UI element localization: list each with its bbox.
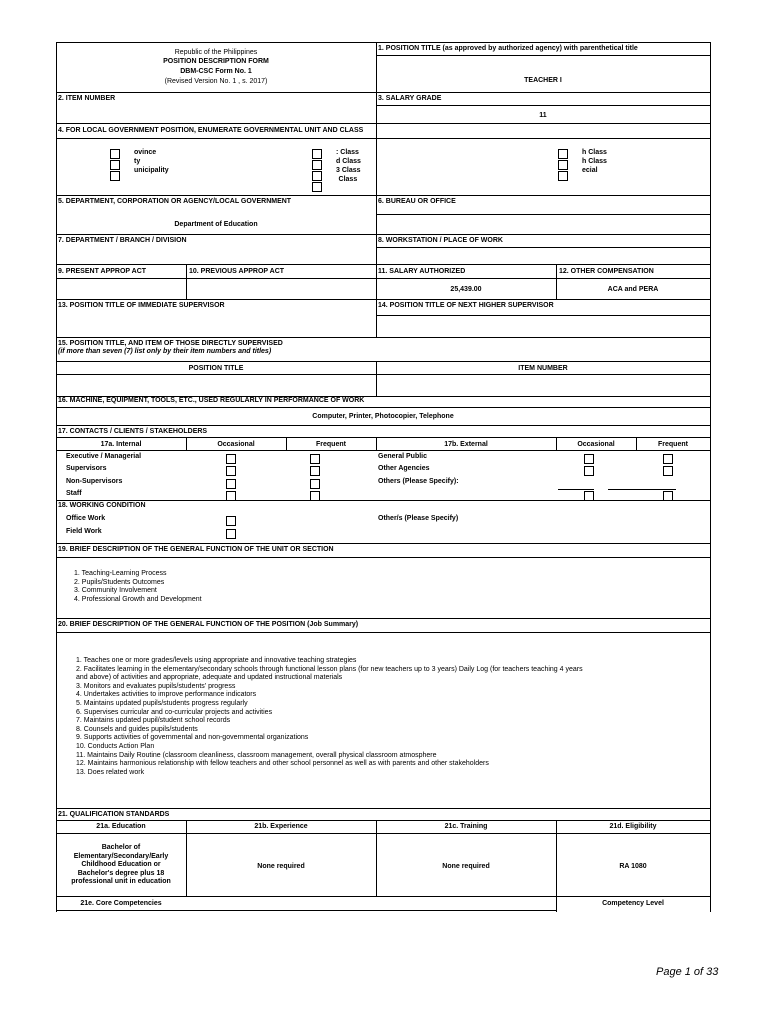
list-item: 1. Teaches one or more grades/levels using appropriate and innovative teaching strategies	[76, 657, 357, 664]
line	[376, 105, 710, 106]
line	[56, 557, 710, 558]
field9-label: 9. PRESENT APPROP ACT	[58, 268, 147, 275]
field19-label: 19. BRIEF DESCRIPTION OF THE GENERAL FUNCTION OF THE UNIT OR SECTION	[58, 546, 334, 553]
field3-label: 3. SALARY GRADE	[378, 95, 442, 102]
working-condition-row: Field Work	[66, 528, 102, 535]
page-number: Page 1 of 33	[656, 966, 719, 978]
list-item: 12. Maintains harmonious relationship with fellow teachers and other school personnel as well as with parents and other stakeholders	[76, 760, 489, 768]
line	[56, 264, 710, 265]
training-value: None required	[442, 863, 490, 870]
list-item: 10. Conducts Action Plan	[76, 742, 155, 750]
divider	[186, 820, 187, 896]
education-line: Childhood Education or	[81, 861, 161, 869]
class-checkbox[interactable]	[312, 182, 322, 192]
municipality-checkbox[interactable]	[110, 171, 120, 181]
line	[56, 896, 710, 897]
checkbox[interactable]	[663, 454, 673, 464]
lgu-col1-item: unicipality	[134, 167, 169, 174]
line	[56, 337, 710, 338]
field6-label: 6. BUREAU OR OFFICE	[378, 198, 456, 205]
experience-header: 21b. Experience	[254, 823, 308, 830]
line	[56, 910, 556, 911]
agency-value: Department of Education	[174, 221, 258, 228]
field15-note: (if more than seven (7) list only by their item numbers and titles)	[58, 348, 272, 355]
lgu-col1-item: ovince	[134, 149, 157, 156]
eligibility-value: RA 1080	[619, 863, 647, 870]
lgu-col3-item: ecial	[582, 167, 598, 174]
external-row-label: General Public	[378, 453, 428, 460]
line	[56, 195, 710, 196]
province-checkbox[interactable]	[110, 149, 120, 159]
line	[376, 55, 710, 56]
field20-label: 20. BRIEF DESCRIPTION OF THE GENERAL FUNCTION OF THE POSITION (Job Summary)	[58, 621, 359, 628]
other-specify-label: Other/s (Please Specify)	[378, 515, 459, 522]
equipment-value: Computer, Printer, Photocopier, Telephone	[312, 413, 454, 420]
list-item: 4. Professional Growth and Development	[74, 595, 202, 603]
form-left-border	[56, 42, 57, 912]
lgu-col2-item: d Class	[336, 158, 361, 165]
list-item: 5. Maintains updated pupils/students progress regularly	[76, 699, 248, 707]
divider	[376, 299, 377, 337]
class-checkbox[interactable]	[558, 149, 568, 159]
list-item: 11. Maintains Daily Routine (classroom cleanliness, classroom management, overall physical classroom atmosphere	[76, 751, 437, 759]
list-item: 2. Facilitates learning in the elementary/secondary schools through functional lesson plans (for new teachers up to 3 years) Daily Log (for teachers teaching 4 years	[76, 665, 583, 673]
internal-frequent-header: Frequent	[316, 441, 346, 448]
header-form-no: DBM-CSC Form No. 1	[180, 68, 252, 75]
checkbox[interactable]	[310, 479, 320, 489]
list-item: 7. Maintains updated pupil/student school records	[76, 717, 231, 725]
job-summary-list	[76, 657, 583, 777]
education-line: Elementary/Secondary/Early	[73, 852, 169, 860]
field14-label: 14. POSITION TITLE OF NEXT HIGHER SUPERVISOR	[378, 302, 554, 309]
internal-header: 17a. Internal	[100, 441, 142, 448]
class-checkbox[interactable]	[312, 160, 322, 170]
lgu-col3-item: h Class	[582, 149, 607, 156]
list-item: 1. Teaching-Learning Process	[74, 570, 167, 577]
header-republic: Republic of the Philippines	[174, 49, 258, 56]
lgu-col1-item: ty	[134, 158, 141, 165]
checkbox[interactable]	[584, 454, 594, 464]
training-header: 21c. Training	[444, 823, 488, 830]
checkbox[interactable]	[310, 454, 320, 464]
line	[56, 820, 710, 821]
city-checkbox[interactable]	[110, 160, 120, 170]
lgu-col2-item: 3 Class	[336, 167, 361, 174]
line	[56, 808, 710, 809]
list-item: and above) of activities and appropriate, adequate and updated instructional materials	[76, 674, 343, 682]
field13-label: 13. POSITION TITLE OF IMMEDIATE SUPERVISOR	[58, 302, 225, 309]
external-header: 17b. External	[444, 441, 488, 448]
checkbox[interactable]	[226, 454, 236, 464]
position-title-value: TEACHER I	[524, 77, 562, 84]
field1-label: 1. POSITION TITLE (as approved by authorized agency) with parenthetical title	[378, 45, 638, 52]
other-compensation-value: ACA and PERA	[607, 286, 659, 293]
education-value	[56, 844, 186, 887]
field8-label: 8. WORKSTATION / PLACE OF WORK	[378, 237, 503, 244]
line	[56, 618, 710, 619]
salary-authorized-value: 25,439.00	[450, 286, 482, 293]
line	[56, 407, 710, 408]
list-item: 4. Undertakes activities to improve performance indicators	[76, 691, 257, 699]
external-frequent-header: Frequent	[658, 441, 688, 448]
education-line: professional unit in education	[71, 878, 171, 886]
divider-mid-2	[376, 234, 377, 264]
field12-label: 12. OTHER COMPENSATION	[559, 268, 654, 275]
line	[56, 138, 710, 139]
checkbox[interactable]	[226, 479, 236, 489]
external-occasional-header: Occasional	[577, 441, 615, 448]
field7-label: 7. DEPARTMENT / BRANCH / DIVISION	[58, 237, 187, 244]
internal-occasional-header: Occasional	[217, 441, 255, 448]
list-item: 2. Pupils/Students Outcomes	[74, 578, 165, 586]
list-item: 9. Supports activities of governmental and non-governmental organizations	[76, 734, 309, 742]
class-checkbox[interactable]	[558, 160, 568, 170]
lgu-col2-item: : Class	[336, 149, 359, 156]
checkbox[interactable]	[663, 466, 673, 476]
form-top-border	[56, 42, 710, 43]
line	[376, 247, 710, 248]
field11-label: 11. SALARY AUTHORIZED	[378, 268, 466, 275]
eligibility-header: 21d. Eligibility	[609, 823, 657, 830]
field15-label: 15. POSITION TITLE, AND ITEM OF THOSE DIRECTLY SUPERVISED	[58, 340, 283, 347]
class-checkbox[interactable]	[312, 171, 322, 181]
salary-grade-value: 11	[539, 112, 547, 119]
line	[56, 833, 710, 834]
line	[56, 123, 710, 124]
education-line: Bachelor of	[101, 844, 141, 851]
specify-underline	[608, 489, 676, 490]
position-title-col-header: POSITION TITLE	[188, 365, 244, 372]
form-right-border	[710, 42, 711, 912]
line	[56, 450, 710, 451]
header-revised: (Revised Version No. 1 , s. 2017)	[164, 78, 268, 85]
line	[56, 425, 710, 426]
competency-level-header: Competency Level	[602, 900, 664, 907]
list-item: 3. Monitors and evaluates pupils/students' progress	[76, 682, 236, 690]
list-item: 8. Counsels and guides pupils/students	[76, 725, 198, 733]
field5-label: 5. DEPARTMENT, CORPORATION OR AGENCY/LOCAL GOVERNMENT	[58, 198, 292, 205]
office-work-checkbox[interactable]	[226, 516, 236, 526]
line	[376, 214, 710, 215]
checkbox[interactable]	[226, 466, 236, 476]
internal-row-label: Supervisors	[66, 465, 107, 472]
field18-label: 18. WORKING CONDITION	[58, 502, 146, 509]
lgu-col3-item: h Class	[582, 158, 607, 165]
internal-row-label: Non-Supervisors	[66, 478, 123, 485]
item-number-col-header: ITEM NUMBER	[518, 365, 568, 372]
divider	[186, 264, 187, 299]
internal-row-label: Executive / Managerial	[66, 453, 142, 460]
field10-label: 10. PREVIOUS APPROP ACT	[189, 268, 285, 275]
experience-value: None required	[257, 863, 305, 870]
line	[56, 278, 710, 279]
line	[56, 299, 710, 300]
field17-label: 17. CONTACTS / CLIENTS / STAKEHOLDERS	[58, 428, 208, 435]
line	[376, 315, 710, 316]
field21-label: 21. QUALIFICATION STANDARDS	[58, 811, 170, 818]
list-item: 13. Does related work	[76, 768, 145, 776]
checkbox[interactable]	[310, 466, 320, 476]
internal-row-label: Staff	[66, 490, 82, 497]
specify-underline	[558, 489, 594, 490]
line	[56, 543, 710, 544]
field4-label: 4. FOR LOCAL GOVERNMENT POSITION, ENUMERATE GOVERNMENTAL UNIT AND CLASS	[58, 127, 364, 134]
external-row-label: Other Agencies	[378, 465, 430, 472]
line	[56, 361, 710, 362]
core-competencies-header: 21e. Core Competencies	[80, 900, 162, 907]
education-header: 21a. Education	[96, 823, 146, 830]
field16-label: 16. MACHINE, EQUIPMENT, TOOLS, ETC., USED REGULARLY IN PERFORMANCE OF WORK	[58, 397, 365, 404]
special-checkbox[interactable]	[558, 171, 568, 181]
line	[56, 374, 710, 375]
header-form-name: POSITION DESCRIPTION FORM	[163, 58, 269, 65]
list-item: 6. Supervises curricular and co-curricular projects and activities	[76, 708, 273, 716]
lgu-col2-item: Class	[336, 176, 358, 183]
unit-function-list	[74, 570, 202, 604]
list-item: 3. Community Involvement	[74, 587, 157, 595]
line	[56, 234, 710, 235]
field-work-checkbox[interactable]	[226, 529, 236, 539]
working-condition-row: Office Work	[66, 515, 106, 522]
line	[56, 500, 710, 501]
divider	[376, 820, 377, 896]
class-checkbox[interactable]	[312, 149, 322, 159]
line	[56, 437, 710, 438]
checkbox[interactable]	[584, 466, 594, 476]
line	[56, 92, 710, 93]
line	[56, 632, 710, 633]
field2-label: 2. ITEM NUMBER	[58, 95, 116, 102]
external-row-label: Others (Please Specify):	[378, 478, 459, 485]
education-line: Bachelor's degree plus 18	[77, 869, 165, 877]
